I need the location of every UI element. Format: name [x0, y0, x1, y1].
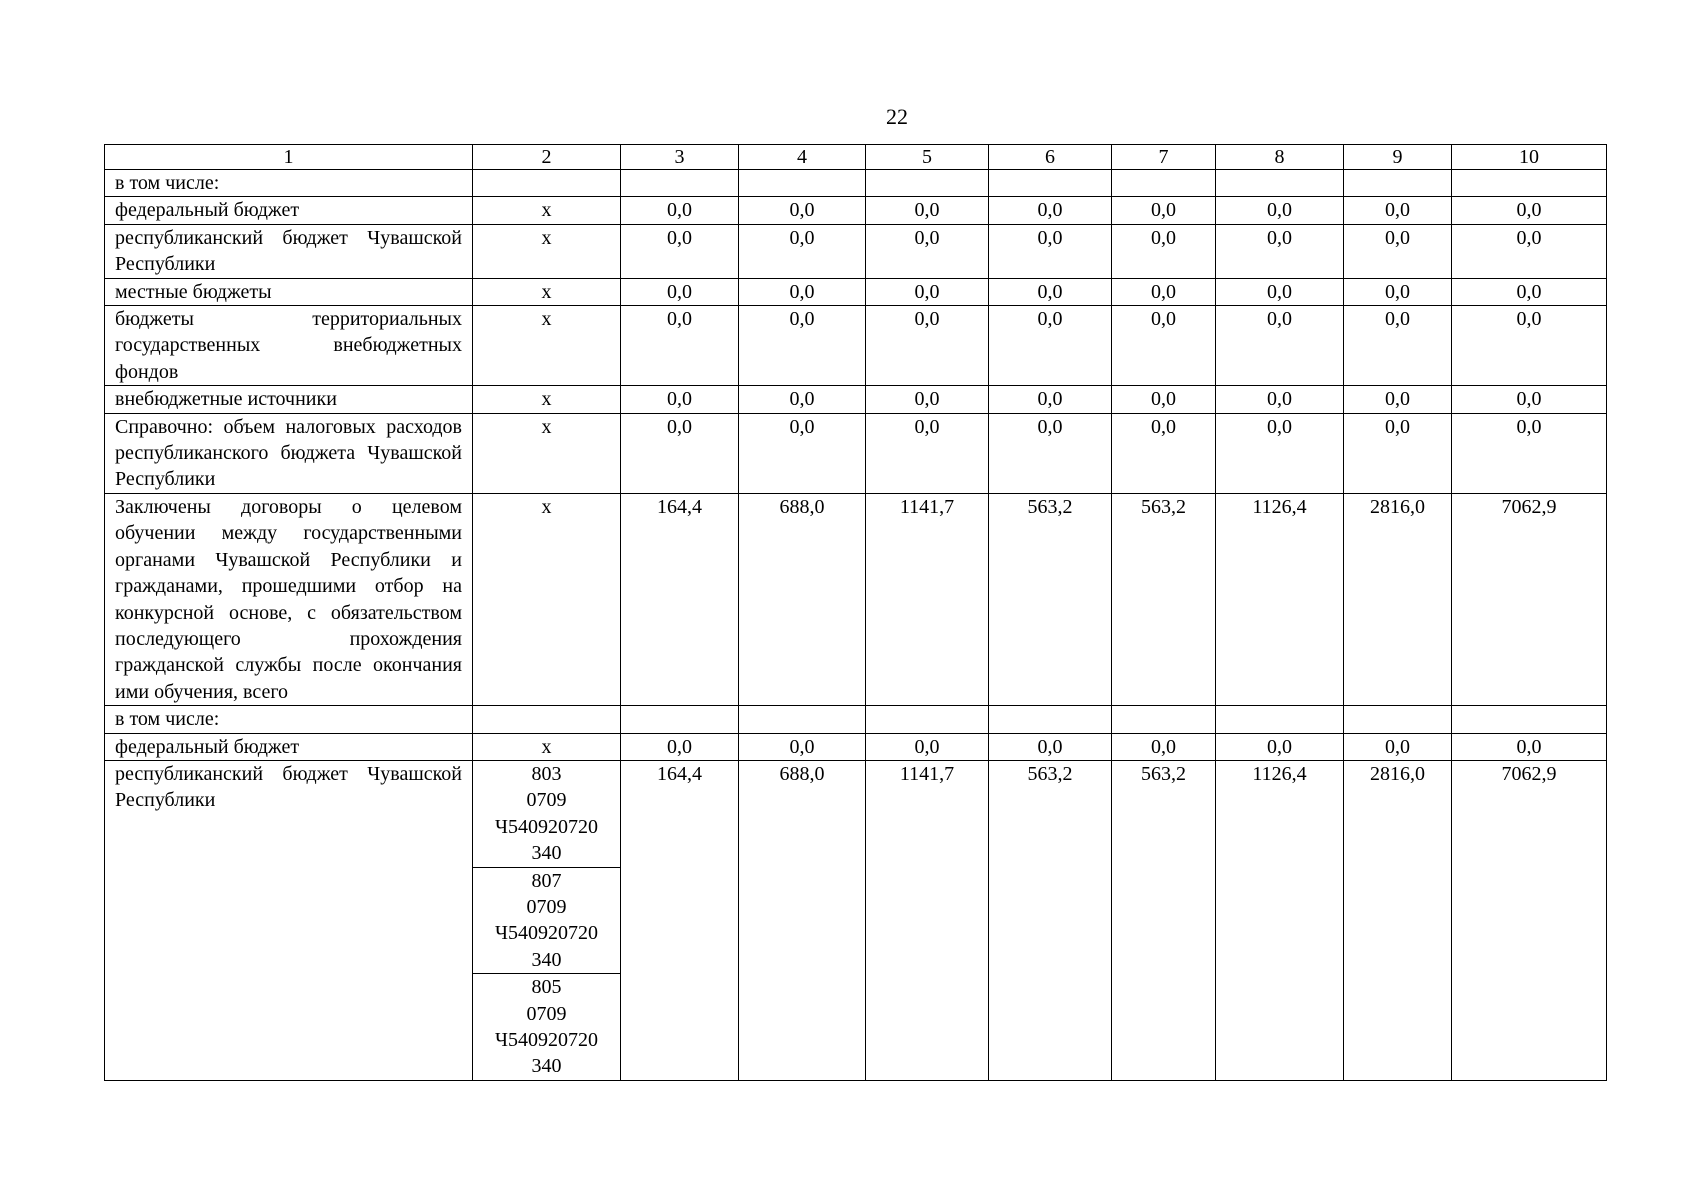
- row-value: [1112, 706, 1216, 733]
- row-value: [989, 170, 1112, 197]
- row-value: 0,0: [1216, 413, 1344, 493]
- table-row: [105, 706, 1607, 733]
- budget-code-line: 807: [531, 869, 562, 892]
- row-value: [1112, 170, 1216, 197]
- row-value: 0,0: [621, 386, 739, 413]
- column-header: 5: [866, 145, 989, 170]
- row-value: 0,0: [739, 278, 866, 305]
- row-value: 563,2: [1112, 760, 1216, 1080]
- row-code: х: [473, 306, 621, 386]
- row-value: 0,0: [1344, 278, 1452, 305]
- row-value: 0,0: [866, 278, 989, 305]
- table-row: [105, 278, 1607, 305]
- row-value: 0,0: [739, 306, 866, 386]
- row-value: 1141,7: [866, 493, 989, 705]
- row-value: 0,0: [989, 386, 1112, 413]
- row-value: [1216, 706, 1344, 733]
- row-value: 2816,0: [1344, 493, 1452, 705]
- row-value: 0,0: [621, 224, 739, 278]
- row-value: 563,2: [1112, 493, 1216, 705]
- budget-code-line: Ч540920720: [495, 815, 598, 838]
- table-row: [105, 224, 1607, 278]
- row-value: 164,4: [621, 760, 739, 1080]
- row-value: 0,0: [1452, 278, 1607, 305]
- row-label: в том числе:: [105, 170, 473, 197]
- row-label: внебюджетные источники: [105, 386, 473, 413]
- row-value: 0,0: [989, 733, 1112, 760]
- table-row: [105, 386, 1607, 413]
- row-value: 688,0: [739, 760, 866, 1080]
- row-value: 0,0: [989, 224, 1112, 278]
- row-value: 0,0: [1452, 224, 1607, 278]
- row-value: 0,0: [621, 278, 739, 305]
- row-code: [473, 706, 621, 733]
- row-value: 0,0: [989, 306, 1112, 386]
- row-value: [1216, 170, 1344, 197]
- row-label: федеральный бюджет: [105, 197, 473, 224]
- row-value: 0,0: [621, 197, 739, 224]
- row-code-stack: [473, 760, 621, 1080]
- column-header: 6: [989, 145, 1112, 170]
- row-value: 0,0: [866, 224, 989, 278]
- row-label: республиканский бюджет Чувашской Республики: [105, 760, 473, 1080]
- row-code: х: [473, 386, 621, 413]
- row-value: 0,0: [1216, 733, 1344, 760]
- row-value: 688,0: [739, 493, 866, 705]
- table-row: [105, 306, 1607, 386]
- row-label: Заключены договоры о целевом обучении между государственными органами Чувашской Республики и гражданами, прошедшими отбор на конкурсной основе, с обязательством последующего прохождения гражданской службы после окончания ими обучения, всего: [105, 493, 473, 705]
- table-row-final: [105, 760, 1607, 1080]
- header-row: [105, 145, 1607, 170]
- row-value: 0,0: [621, 733, 739, 760]
- row-value: 0,0: [1112, 413, 1216, 493]
- row-code: [473, 170, 621, 197]
- row-value: [866, 170, 989, 197]
- row-value: 0,0: [1452, 413, 1607, 493]
- row-value: [1344, 170, 1452, 197]
- row-value: 0,0: [1216, 306, 1344, 386]
- row-value: [739, 170, 866, 197]
- row-value: 7062,9: [1452, 760, 1607, 1080]
- budget-code-line: Ч540920720: [495, 1029, 598, 1051]
- row-value: [1452, 706, 1607, 733]
- row-value: 0,0: [1112, 224, 1216, 278]
- row-label: федеральный бюджет: [105, 733, 473, 760]
- row-value: 563,2: [989, 760, 1112, 1080]
- row-value: 0,0: [866, 306, 989, 386]
- row-label: республиканский бюджет Чувашской Республики: [105, 224, 473, 278]
- row-value: 0,0: [866, 386, 989, 413]
- row-value: 0,0: [1112, 197, 1216, 224]
- row-value: 0,0: [866, 413, 989, 493]
- row-value: 164,4: [621, 493, 739, 705]
- row-value: 0,0: [989, 278, 1112, 305]
- column-header: 8: [1216, 145, 1344, 170]
- column-header: 3: [621, 145, 739, 170]
- row-value: 0,0: [1344, 224, 1452, 278]
- row-value: 0,0: [1216, 197, 1344, 224]
- row-value: 0,0: [866, 733, 989, 760]
- row-value: 0,0: [1112, 386, 1216, 413]
- row-value: 0,0: [1216, 224, 1344, 278]
- row-label: местные бюджеты: [105, 278, 473, 305]
- row-value: 0,0: [739, 197, 866, 224]
- row-value: [989, 706, 1112, 733]
- table-row: [105, 493, 1607, 705]
- row-value: 0,0: [1216, 278, 1344, 305]
- row-value: [1344, 706, 1452, 733]
- row-value: [866, 706, 989, 733]
- row-value: 0,0: [989, 197, 1112, 224]
- budget-code-line: 0709: [526, 895, 567, 918]
- budget-code-block: [473, 868, 620, 975]
- row-value: 0,0: [1112, 306, 1216, 386]
- budget-code-line: 340: [531, 948, 562, 971]
- row-value: 0,0: [739, 224, 866, 278]
- budget-code-line: 0709: [526, 1002, 567, 1025]
- budget-code-line: 0709: [526, 789, 567, 812]
- row-value: 563,2: [989, 493, 1112, 705]
- column-header: 9: [1344, 145, 1452, 170]
- row-value: 0,0: [739, 386, 866, 413]
- row-value: [621, 170, 739, 197]
- row-code: х: [473, 197, 621, 224]
- budget-code-block: [473, 974, 620, 1080]
- budget-code-line: Ч540920720: [495, 922, 598, 945]
- row-value: 1126,4: [1216, 760, 1344, 1080]
- row-value: 7062,9: [1452, 493, 1607, 705]
- budget-code-line: 340: [531, 842, 562, 865]
- row-value: 0,0: [1344, 733, 1452, 760]
- row-value: 1126,4: [1216, 493, 1344, 705]
- row-value: 1141,7: [866, 760, 989, 1080]
- row-label: Справочно: объем налоговых расходов республиканского бюджета Чувашской Республики: [105, 413, 473, 493]
- row-code: х: [473, 493, 621, 705]
- column-header: 1: [105, 145, 473, 170]
- row-code: х: [473, 413, 621, 493]
- budget-table: [104, 144, 1607, 1081]
- row-code: х: [473, 733, 621, 760]
- column-header: 4: [739, 145, 866, 170]
- row-value: [739, 706, 866, 733]
- budget-code-line: 805: [531, 976, 562, 999]
- row-value: 0,0: [1452, 733, 1607, 760]
- row-value: [621, 706, 739, 733]
- row-value: 0,0: [739, 413, 866, 493]
- budget-code-line: 340: [531, 1055, 562, 1078]
- row-value: 0,0: [1344, 386, 1452, 413]
- row-code: х: [473, 224, 621, 278]
- table-row: [105, 197, 1607, 224]
- table-body: [105, 145, 1607, 1081]
- table-row: [105, 170, 1607, 197]
- column-header: 10: [1452, 145, 1607, 170]
- row-value: 0,0: [739, 733, 866, 760]
- row-value: 0,0: [1112, 278, 1216, 305]
- page-number: 22: [886, 104, 908, 129]
- table-row: [105, 413, 1607, 493]
- row-value: [1452, 170, 1607, 197]
- row-value: 0,0: [621, 306, 739, 386]
- row-value: 0,0: [866, 197, 989, 224]
- table-row: [105, 733, 1607, 760]
- column-header: 7: [1112, 145, 1216, 170]
- row-value: 2816,0: [1344, 760, 1452, 1080]
- row-value: 0,0: [1452, 306, 1607, 386]
- budget-code-block: [473, 761, 620, 868]
- row-value: 0,0: [1344, 197, 1452, 224]
- row-label: бюджеты территориальных государственных внебюджетных фондов: [105, 306, 473, 386]
- row-value: 0,0: [621, 413, 739, 493]
- row-value: 0,0: [1452, 386, 1607, 413]
- budget-code-line: 803: [531, 762, 562, 785]
- column-header: 2: [473, 145, 621, 170]
- row-label: в том числе:: [105, 706, 473, 733]
- row-value: 0,0: [1344, 413, 1452, 493]
- row-code: х: [473, 278, 621, 305]
- row-value: 0,0: [1344, 306, 1452, 386]
- row-value: 0,0: [1112, 733, 1216, 760]
- row-value: 0,0: [989, 413, 1112, 493]
- row-value: 0,0: [1452, 197, 1607, 224]
- row-value: 0,0: [1216, 386, 1344, 413]
